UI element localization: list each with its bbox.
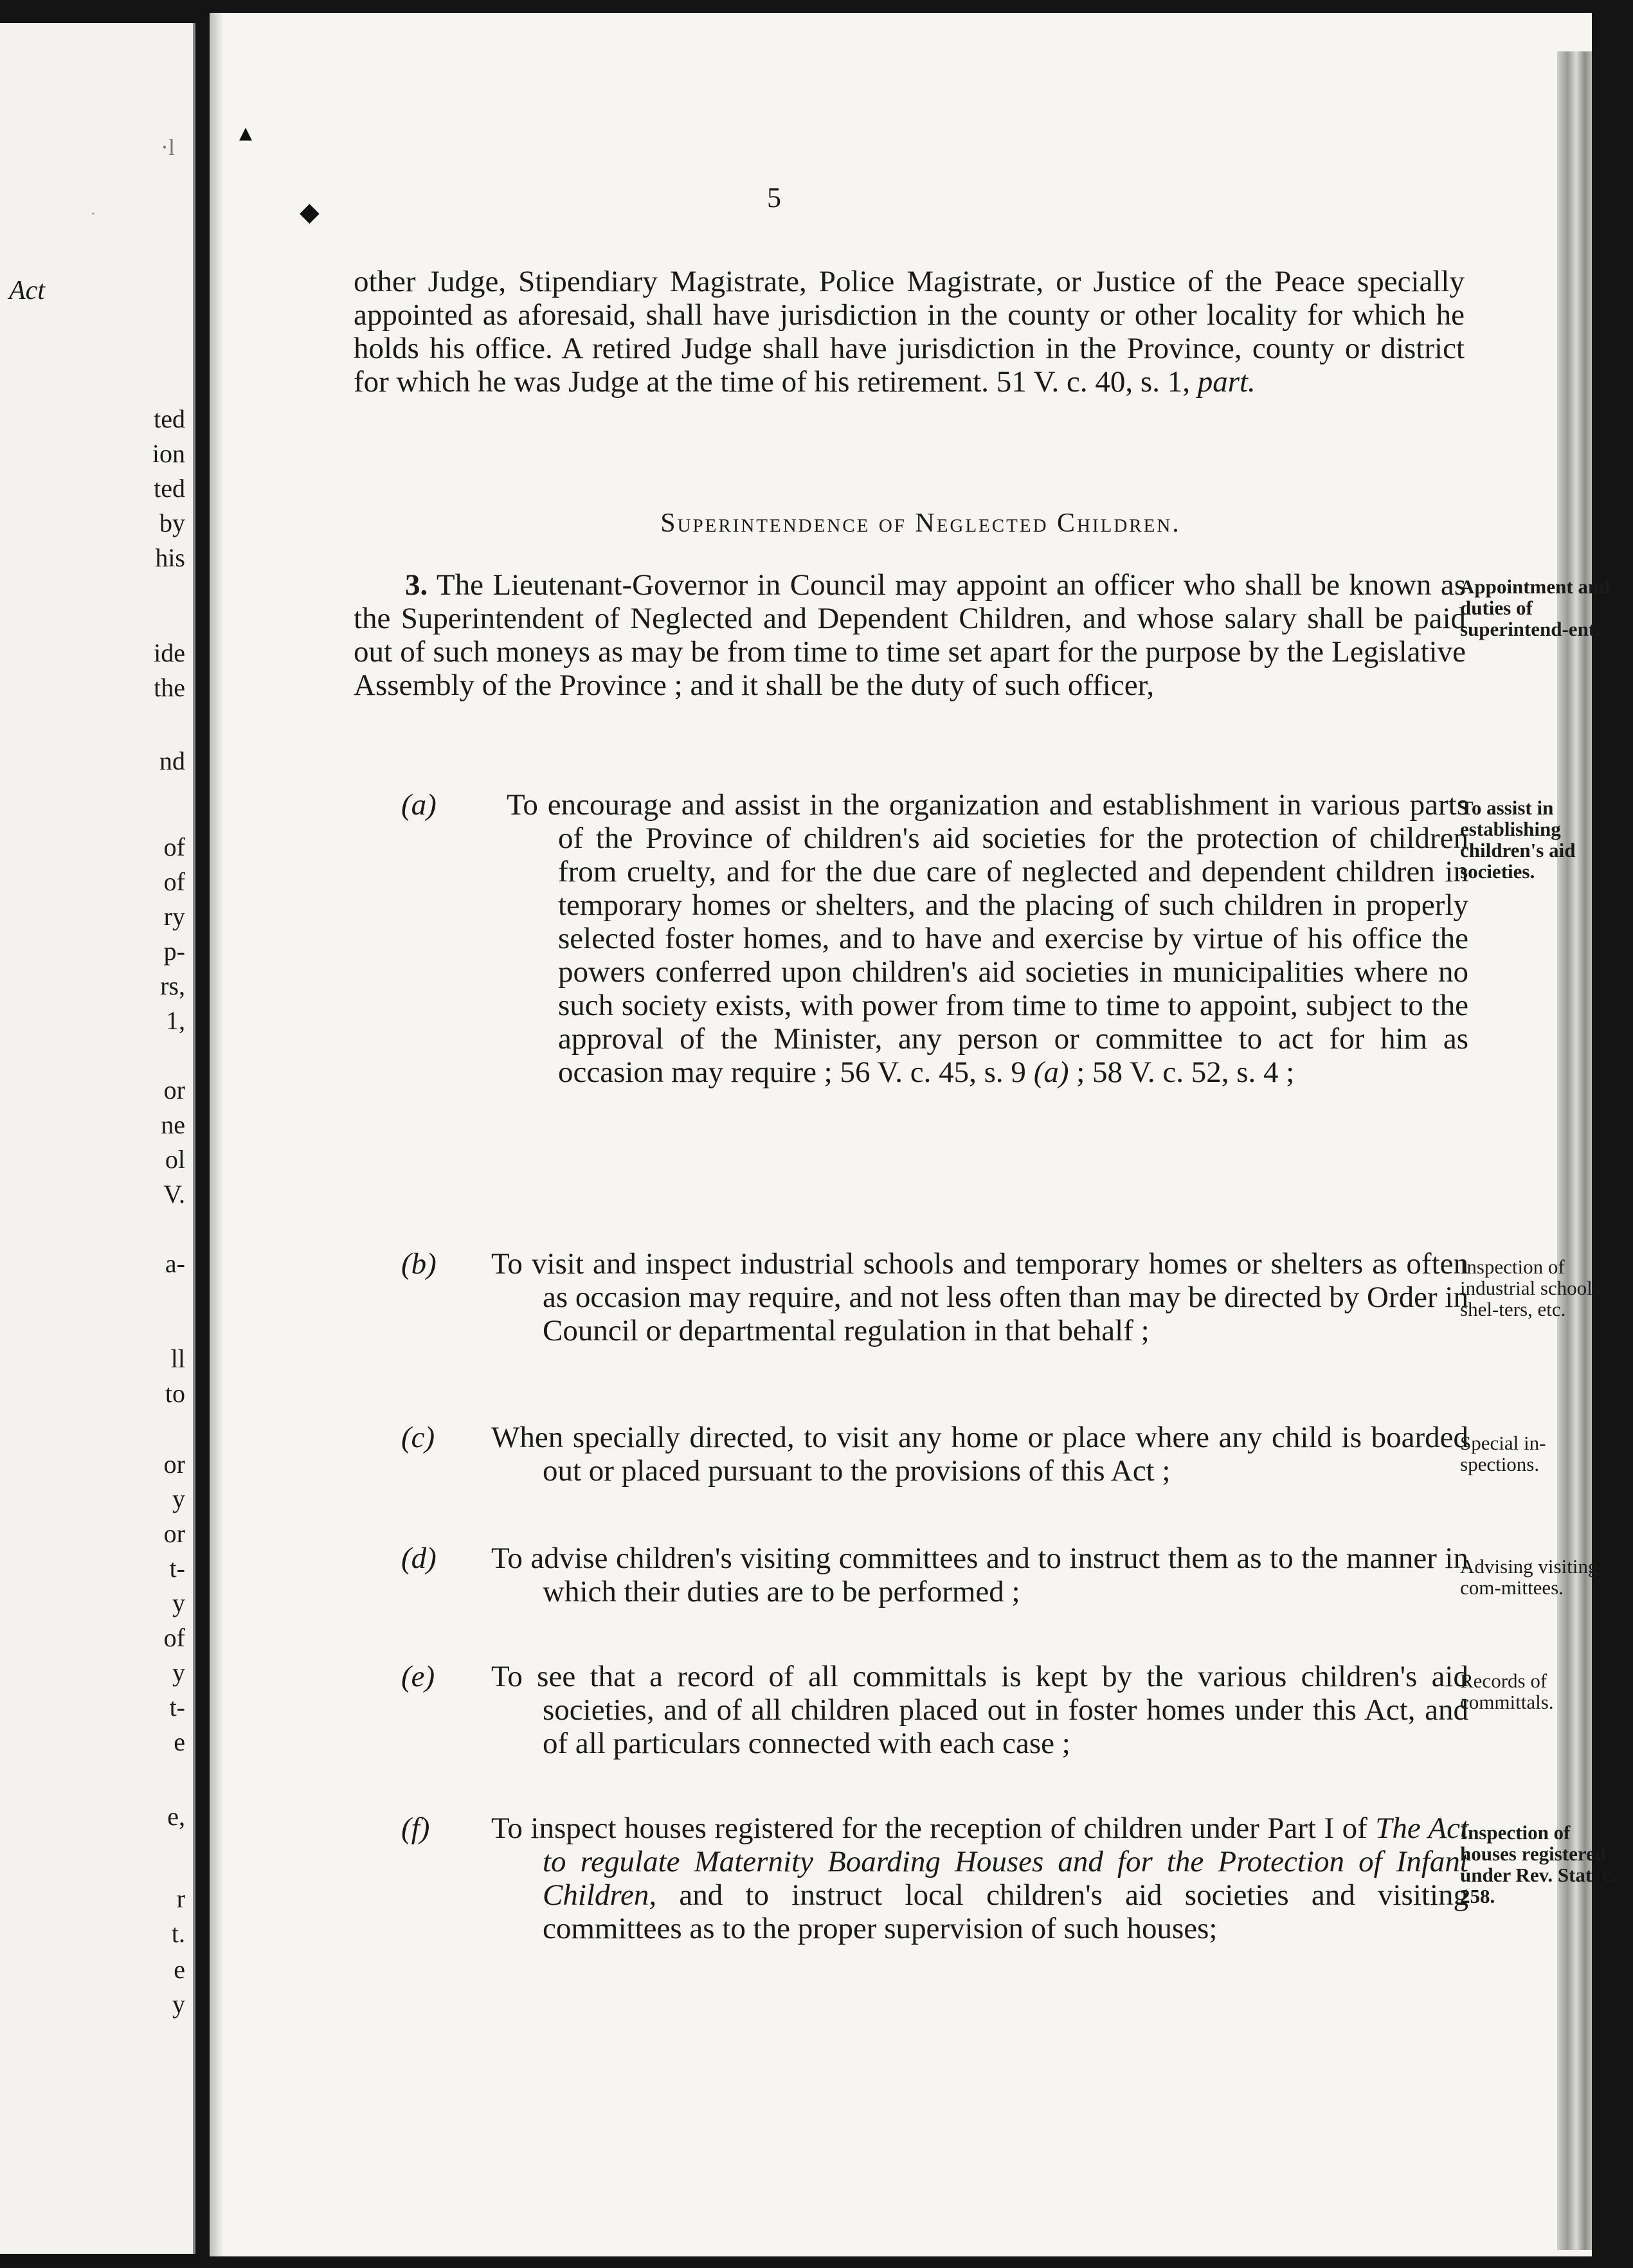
- facing-page-line-fragment: ol: [165, 1145, 185, 1174]
- clause-text-tail: ; 58 V. c. 52, s. 4 ;: [1076, 1056, 1295, 1089]
- facing-page-line-fragment: ry: [163, 902, 185, 931]
- clause-f: [401, 1812, 1468, 1945]
- facing-page-line-fragment: ide: [154, 638, 185, 667]
- clause-text: To advise children's visiting committees and to instruct them as to the manner in which their duties are to be performed ;: [491, 1542, 1468, 1608]
- facing-page-line-fragment: or: [163, 1519, 185, 1548]
- clause-text: To see that a record of all committals is kept by the various children's aid societies, and of all children placed out in foster homes under this Act, and of all particulars connected with each case ;: [491, 1660, 1468, 1760]
- facing-page-line-fragment: t-: [169, 1693, 185, 1722]
- facing-page-line-fragment: of: [163, 833, 185, 861]
- clause-c: [401, 1421, 1468, 1488]
- margin-note-clause-a: To assist in establishing children's aid societies.: [1460, 797, 1576, 883]
- facing-page-line-fragment: e: [174, 1727, 185, 1756]
- clause-label: (b): [401, 1247, 437, 1281]
- facing-page-line-fragment: y: [172, 1484, 185, 1513]
- facing-page-line-fragment: his: [155, 543, 185, 572]
- facing-page-line-fragment: y: [172, 1589, 185, 1617]
- margin-note-clause-f: Inspection of houses registered under Rev. Stat. c. 258.: [1460, 1821, 1616, 1907]
- section-3-paragraph: [354, 568, 1466, 702]
- facing-page-line-fragment: t-: [169, 1554, 185, 1583]
- ink-mark: ·l: [161, 134, 175, 160]
- clause-label: (c): [401, 1421, 435, 1454]
- clause-label: (f): [401, 1812, 430, 1845]
- section-3-text: The Lieutenant-Governor in Council may appoint an officer who shall be known as the Superintendent of Neglected and Dependent Children, and whose salary shall be paid out of such moneys as may be from time to time set apart for the purpose by the Legislative Assembly of the Province ; and it shall be the duty of such officer,: [354, 568, 1466, 702]
- margin-note-clause-e: Records of committals.: [1460, 1670, 1554, 1713]
- facing-page-line-fragment: nd: [159, 746, 185, 775]
- clause-text: When specially directed, to visit any home or place where any child is boarded out or placed pursuant to the provisions of this Act ;: [491, 1421, 1468, 1488]
- facing-page-line-fragment: e: [174, 1955, 185, 1984]
- facing-page-act-fragment: Act: [9, 276, 45, 305]
- clause-d: [401, 1542, 1468, 1608]
- statute-title: The Act to regulate Maternity Boarding Houses and for the Protection of Infant Children,: [543, 1812, 1469, 1912]
- facing-page-line-fragment: to: [165, 1379, 185, 1408]
- ink-blot: ▴: [239, 118, 253, 147]
- document-page: [210, 13, 1616, 2256]
- clause-text: To inspect houses registered for the reception of children under Part I of: [491, 1812, 1367, 1845]
- ink-blot: ◆: [300, 197, 320, 226]
- facing-page-line-fragment: rs,: [160, 971, 185, 1000]
- clause-text: To visit and inspect industrial schools and temporary homes or shelters as often as occasion may require, and not less often than may be directed by Order in Council or departmental regulation in that behalf ;: [491, 1247, 1468, 1347]
- facing-page-line-fragment: ted: [154, 474, 185, 503]
- facing-page-line-fragment: V.: [163, 1180, 185, 1209]
- facing-page-line-fragment: y: [172, 1990, 185, 2019]
- clause-a: [401, 788, 1468, 1089]
- clause-text: To encourage and assist in the organization and establishment in various parts of the Province of children's aid societies for the protection of children from cruelty, and for the due care of neglected and dependent children in temporary homes or shelters, and the placing of such children in properly selected foster homes, and to have and exercise by virtue of his office the powers conferred upon children's aid societies in municipalities where no such society exists, with power from time to time to appoint, subject to the approval of the Minister, any person or committee to act for him as occasion may require ; 56 V. c. 45, s. 9: [507, 788, 1468, 1089]
- facing-page-line-fragment: of: [163, 867, 185, 896]
- ink-mark: ·: [90, 203, 96, 224]
- facing-page-line-fragment: y: [172, 1658, 185, 1687]
- facing-page-line-fragment: ll: [170, 1344, 185, 1373]
- facing-page-line-fragment: or: [163, 1450, 185, 1479]
- margin-note-clause-b: Inspection of industrial schools, shel-ters, etc.: [1460, 1256, 1605, 1320]
- facing-page-line-fragment: ne: [161, 1110, 185, 1139]
- facing-page-line-fragment: e,: [167, 1802, 185, 1831]
- facing-page-line-fragment: t.: [171, 1919, 185, 1948]
- lead-paragraph-part: part.: [1197, 365, 1256, 399]
- clause-text-tail: and to instruct local children's aid societies and visiting committees as to the proper supervision of such houses;: [543, 1878, 1468, 1945]
- facing-page-line-fragment: p-: [163, 937, 185, 966]
- page-edge-shadow: [210, 13, 224, 2256]
- facing-page-line-fragment: ion: [152, 439, 185, 468]
- lead-paragraph-text: other Judge, Stipendiary Magistrate, Police Magistrate, or Justice of the Peace specially appointed as aforesaid, shall have jurisdiction in the county or other locality for which he holds his office. A retired Judge shall have jurisdiction in the Province, county or district for which he was Judge at the time of his retirement. 51 V. c. 40, s. 1,: [354, 265, 1465, 399]
- section-number: 3.: [405, 568, 428, 602]
- clause-label: (d): [401, 1542, 437, 1575]
- clause-b: [401, 1247, 1468, 1347]
- section-heading: Superintendence of Neglected Children.: [660, 509, 1181, 538]
- facing-page-line-fragment: the: [154, 673, 185, 702]
- facing-page-line-fragment: of: [163, 1623, 185, 1652]
- facing-page-line-fragment: r: [176, 1884, 185, 1913]
- facing-page-line-fragment: or: [163, 1076, 185, 1104]
- clause-label: (e): [401, 1660, 435, 1693]
- facing-page-line-fragment: by: [159, 509, 185, 537]
- clause-label: (a): [401, 788, 437, 822]
- facing-page-fragment: [0, 23, 195, 2254]
- facing-page-line-fragment: a-: [165, 1249, 185, 1278]
- lead-paragraph: [354, 265, 1465, 399]
- margin-note-clause-d: Advising visiting com-mittees.: [1460, 1555, 1598, 1599]
- clause-e: [401, 1660, 1468, 1760]
- margin-note-clause-c: Special in-spections.: [1460, 1432, 1546, 1475]
- clause-ref: (a): [1033, 1056, 1069, 1089]
- book-spine-edge: [1557, 51, 1592, 2250]
- page-number: 5: [767, 182, 781, 213]
- facing-page-line-fragment: 1,: [166, 1006, 185, 1035]
- facing-page-line-fragment: ted: [154, 404, 185, 433]
- margin-note-appointment: Appointment and duties of superintend-ent.: [1460, 575, 1610, 640]
